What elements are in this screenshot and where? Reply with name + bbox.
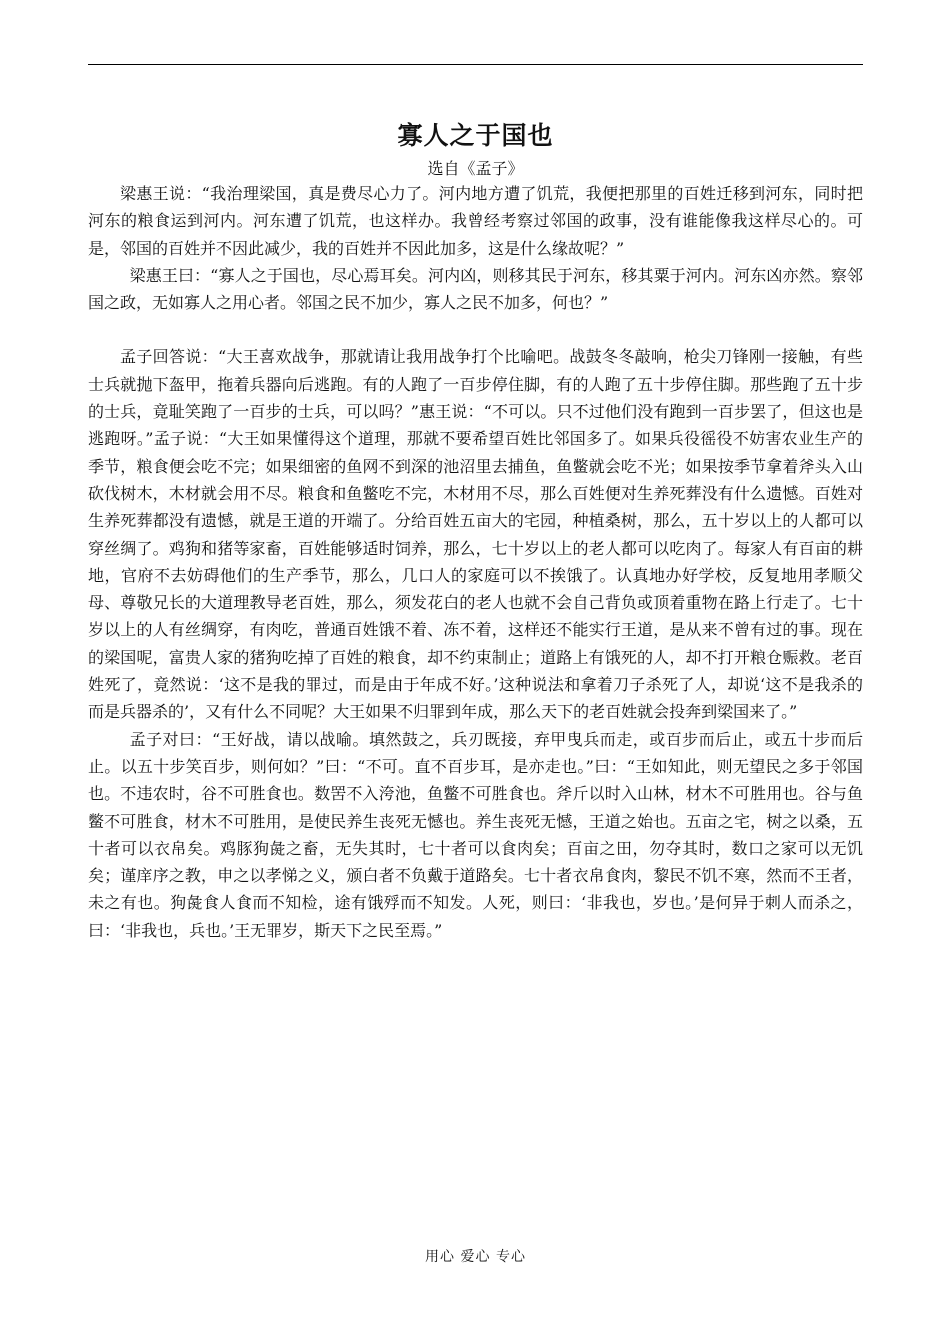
paragraph-translation-2: 孟子回答说：“大王喜欢战争，那就请让我用战争打个比喻吧。战鼓冬冬敲响，枪尖刀锋刚一接触，有些士兵就抛下盔甲，拖着兵器向后逃跑。有的人跑了一百步停住脚，有的人跑了五十步停住脚。那些跑了五十步的士兵，竟耻笑跑了一百步的士兵，可以吗？”惠王说：“不可以。只不过他们没有跑到一百步罢了，但这也是逃跑呀。”孟子说：“大王如果懂得这个道理，那就不要希望百姓比邻国多了。如果兵役徭役不妨害农业生产的季节，粮食便会吃不完；如果细密的鱼网不到深的池沼里去捕鱼，鱼鳖就会吃不光；如果按季节拿着斧头入山砍伐树木，木材就会用不尽。粮食和鱼鳖吃不完，木材用不尽，那么百姓便对生养死葬没有什么遗憾。百姓对生养死葬都没有遗憾，就是王道的开端了。分给百姓五亩大的宅园，种植桑树，那么，五十岁以上的人都可以穿丝绸了。鸡狗和猪等家畜，百姓能够适时饲养，那么，七十岁以上的老人都可以吃肉了。每家人有百亩的耕地，官府不去妨碍他们的生产季节，那么，几口人的家庭可以不挨饿了。认真地办好学校，反复地用孝顺父母、尊敬兄长的大道理教导老百姓，那么，须发花白的老人也就不会自己背负或顶着重物在路上行走了。七十岁以上的人有丝绸穿，有肉吃，普通百姓饿不着、冻不着，这样还不能实行王道，是从来不曾有过的事。现在的梁国呢，富贵人家的猪狗吃掉了百姓的粮食，却不约束制止；道路上有饿死的人，却不打开粮仓赈救。老百姓死了，竟然说：‘这不是我的罪过，而是由于年成不好。’这种说法和拿着刀子杀死了人，却说‘这不是我杀的而是兵器杀的’，又有什么不同呢？大王如果不归罪到年成，那么天下的老百姓就会投奔到梁国来了。” <box>88 347 863 722</box>
article-body <box>88 180 863 944</box>
paragraph-original-1: 梁惠王曰：“寡人之于国也，尽心焉耳矣。河内凶，则移其民于河东，移其粟于河内。河东凶亦然。察邻国之政，无如寡人之用心者。邻国之民不加少，寡人之民不加多，何也？” <box>88 265 863 313</box>
page-title: 寡人之于国也 <box>397 121 554 150</box>
page-footer: 用心 爱心 专心 <box>425 1249 526 1265</box>
paragraph-translation-1: 梁惠王说：“我治理梁国，真是费尽心力了。河内地方遭了饥荒，我便把那里的百姓迁移到河东，同时把河东的粮食运到河内。河东遭了饥荒，也这样办。我曾经考察过邻国的政事，没有谁能像我这样尽心的。可是，邻国的百姓并不因此减少，我的百姓并不因此加多，这是什么缘故呢？” <box>88 184 863 258</box>
header-rule <box>88 64 863 65</box>
paragraph-original-2: 孟子对曰：“王好战，请以战喻。填然鼓之，兵刃既接，弃甲曳兵而走，或百步而后止，或五十步而后止。以五十步笑百步，则何如？”曰：“不可。直不百步耳，是亦走也。”曰：“王如知此，则无望民之多于邻国也。不违农时，谷不可胜食也。数罟不入洿池，鱼鳖不可胜食也。斧斤以时入山林，材木不可胜用也。谷与鱼鳖不可胜食，材木不可胜用，是使民养生丧死无憾也。养生丧死无憾，王道之始也。五亩之宅，树之以桑，五十者可以衣帛矣。鸡豚狗彘之畜，无失其时，七十者可以食肉矣；百亩之田，勿夺其时，数口之家可以无饥矣；谨庠序之教，申之以孝悌之义，颁白者不负戴于道路矣。七十者衣帛食肉，黎民不饥不寒，然而不王者，未之有也。狗彘食人食而不知检，途有饿殍而不知发。人死，则曰：‘非我也，岁也。’是何异于刺人而杀之，曰：‘非我也，兵也。’王无罪岁，斯天下之民至焉。” <box>88 729 863 940</box>
page-subtitle: 选自《孟子》 <box>427 159 524 178</box>
